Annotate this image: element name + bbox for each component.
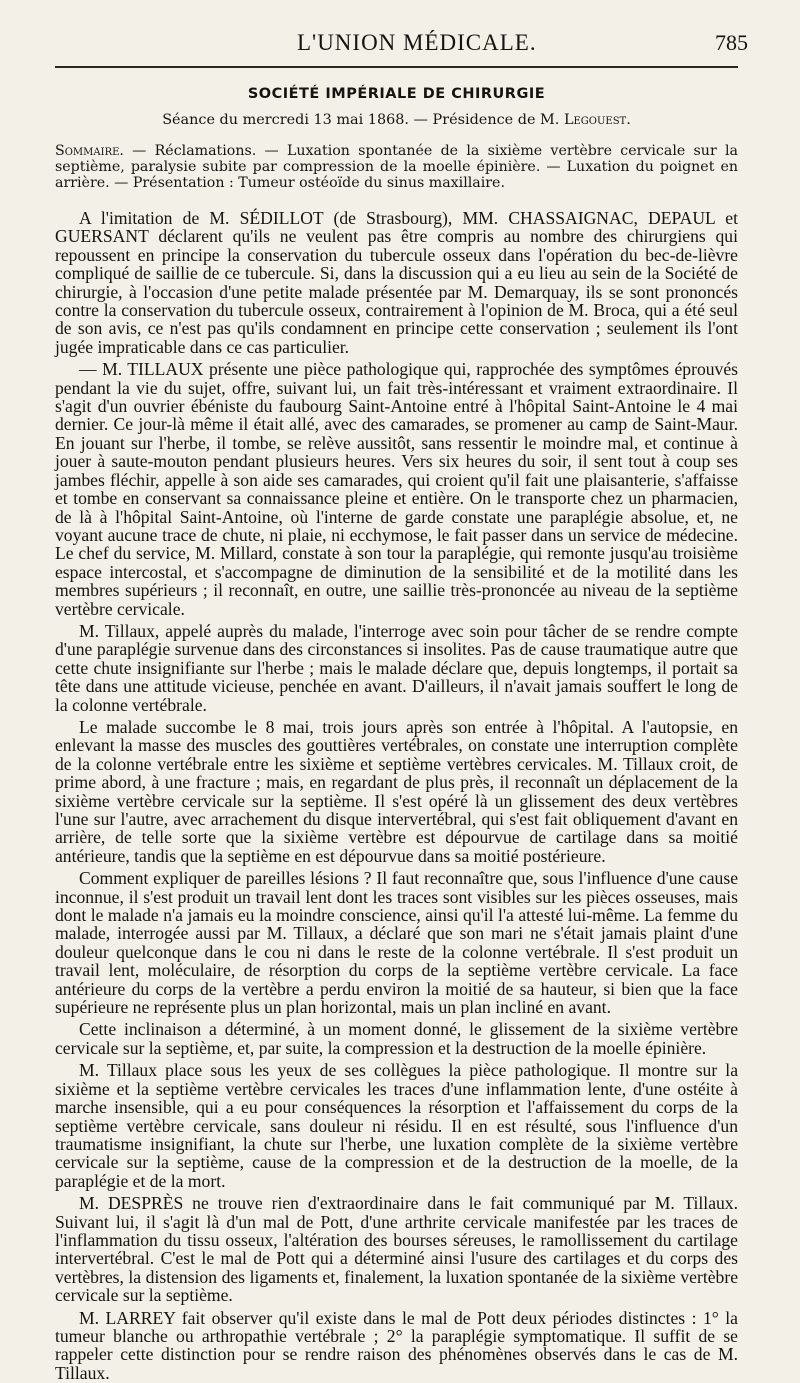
paragraph: Comment expliquer de pareilles lésions ? Il faut reconnaître que, sous l'influence d'une cause inconnue, il s'est produit un travail lent dont les traces sont visibles sur les pièces osseuses, mais dont le malade n'a jamais eu la moindre conscience, ainsi qu'il l'a attesté lui-même. La femme du malade, interrogée aussi par M. Tillaux, a déclaré que son mari ne s'était jamais plaint d'une douleur quelconque dans le cou ni dans le reste de la colonne vertébrale. Il s'est produit un travail lent, moléculaire, de résorption du corps de la septième vertèbre cervicale. La face antérieure du corps de la vertèbre a perdu environ la moitié de sa hauteur, si bien que la face supérieure ne représente plus un plan horizontal, mais un plan incliné en avant. xyxy=(55,868,738,1018)
session-text: Séance du mercredi 13 mai 1868. — Présidence de M. xyxy=(162,112,560,128)
running-head xyxy=(55,0,748,60)
paragraph: Cette inclinaison a déterminé, à un moment donné, le glissement de la sixième vertèbre cervicale sur la septième, et, par suite, la compression et la destruction de la moelle épinière. xyxy=(55,1019,738,1058)
paragraph: — M. TILLAUX présente une pièce pathologique qui, rapprochée des symptômes éprouvés pendant la vie du sujet, offre, suivant lui, un fait très-intéressant et vraiment extraordinaire. Il s'agit d'un ouvrier ébéniste du faubourg Saint-Antoine entré à l'hôpital Saint-Antoine le 4 mai dernier. Ce jour-là même il était allé, avec des camarades, se promener au camp de Saint-Maur. En jouant sur l'herbe, il tombe, se relève aussitôt, sans ressentir le moindre mal, et continue à jouer à saute-mouton pendant plusieurs heures. Vers six heures du soir, il sent tout à coup ses jambes fléchir, appelle à son aide ses camarades, qui croient qu'il fait une plaisanterie, s'affaisse et tombe en conservant sa connaissance pleine et entière. On le transporte chez un pharmacien, de là à l'hôpital Saint-Antoine, où l'interne de garde constate une paraplégie absolue, et, ne voyant aucune trace de chute, ni plaie, ni ecchymose, le fait passer dans un service de médecine. Le chef du service, M. Millard, constate à son tour la paraplégie, qui remonte jusqu'au troisième espace intercostal, et s'accompagne de diminution de la sensibilité et de la motilité dans les membres supérieurs ; il reconnaît, en outre, une saillie très-prononcée au niveau de la septième vertèbre cervicale. xyxy=(55,359,738,619)
president-name: Legouest xyxy=(563,112,627,128)
paragraph: Le malade succombe le 8 mai, trois jours après son entrée à l'hôpital. A l'autopsie, en enlevant la masse des muscles des gouttières vertébrales, on constate une interruption complète de la colonne vertébrale entre les sixième et septième vertèbres cervicales. M. Tillaux croit, de prime abord, à une fracture ; mais, en regardant de plus près, il reconnaît un déplacement de la sixième vertèbre cervicale sur la septième. Il s'est opéré là un glissement des deux vertèbres l'une sur l'autre, avec arrachement du disque intervertébral, qui s'est fait obliquement d'avant en arrière, de telle sorte que la sixième vertèbre est dépourvue de cartilage dans sa moitié antérieure, tandis que la septième en est dépourvue dans sa moitié postérieure. xyxy=(55,716,738,866)
paragraph: M. Tillaux, appelé auprès du malade, l'interroge avec soin pour tâcher de se rendre compte d'une paraplégie survenue dans des circonstances si insolites. Pas de cause traumatique autre que cette chute insignifiante sur l'herbe ; mais le malade déclare que, depuis longtemps, il portait sa tête dans une attitude vicieuse, penchée en avant. D'ailleurs, il n'avait jamais souffert le long de la colonne vertébrale. xyxy=(55,620,738,715)
paragraph: M. LARREY fait observer qu'il existe dans le mal de Pott deux périodes distinctes : 1° la tumeur blanche ou arthropathie vertébrale ; 2° la paraplégie symptomatique. Il suffit de se rappeler cette distinction pour se rendre raison des phénomènes observés dans le cas de M. Tillaux. xyxy=(55,1307,738,1383)
journal-title: L'UNION MÉDICALE. xyxy=(297,30,537,55)
section-title: SOCIÉTÉ IMPÉRIALE DE CHIRURGIE xyxy=(247,86,546,102)
paragraph: M. Tillaux place sous les yeux de ses collègues la pièce pathologique. Il montre sur la sixième et la septième vertèbre cervicales les traces d'une inflammation lente, d'une ostéite à marche insensible, qui a eu pour conséquences la résorption et l'affaissement du corps de la septième vertèbre cervicale, sans douleur ni résidu. Il en est résulté, sous l'influence d'un traumatisme insignifiant, la chute sur l'herbe, une luxation complète de la sixième vertèbre cervicale sur la septième, cause de la compression et de la destruction de la moelle, de la paraplégie et de la mort. xyxy=(55,1060,738,1191)
summary-text: . — Réclamations. — Luxation spontanée de la sixième vertèbre cervicale sur la septième, paralysie subite par compression de la moelle épinière. — Luxation du poignet en arrière. — Présentation : Tumeur ostéoïde du sinus maxillaire. xyxy=(55,143,738,191)
session-line xyxy=(55,112,738,128)
page-number: 785 xyxy=(715,30,748,55)
session-end: . xyxy=(626,112,631,128)
article-body xyxy=(55,209,738,1382)
summary xyxy=(55,143,738,191)
summary-label: Sommaire xyxy=(55,143,120,159)
paragraph: M. DESPRÈS ne trouve rien d'extraordinaire dans le fait communiqué par M. Tillaux. Suivant lui, il s'agit là d'un mal de Pott, d'une arthrite cervicale manifestée par les traces de l'inflammation du tissu osseux, l'altération des bourses séreuses, le ramollissement du cartilage intervertébral. C'est le mal de Pott qui a déterminé ainsi l'usure des cartilages et du corps des vertèbres, la distension des ligaments et, finalement, la luxation spontanée de la sixième vertèbre cervicale sur la septième. xyxy=(55,1193,738,1306)
paragraph: A l'imitation de M. SÉDILLOT (de Strasbourg), MM. CHASSAIGNAC, DEPAUL et GUERSANT déclarent qu'ils ne veulent pas être compris au nombre des chirurgiens qui repoussent en principe la conservation du tubercule osseux dans l'opération du bec-de-lièvre compliqué de saillie de ce tubercule. Si, dans la discussion qui a eu lieu au sein de la Société de chirurgie, à l'occasion d'une petite malade présentée par M. Demarquay, ils se sont prononcés contre la conservation du tubercule osseux, contrairement à l'opinion de M. Broca, qui a été seul de son avis, ce n'est pas qu'ils condamnent en principe cette conservation ; seulement ils l'ont jugée impraticable dans ce cas particulier. xyxy=(55,208,738,357)
header-rule xyxy=(55,66,738,68)
